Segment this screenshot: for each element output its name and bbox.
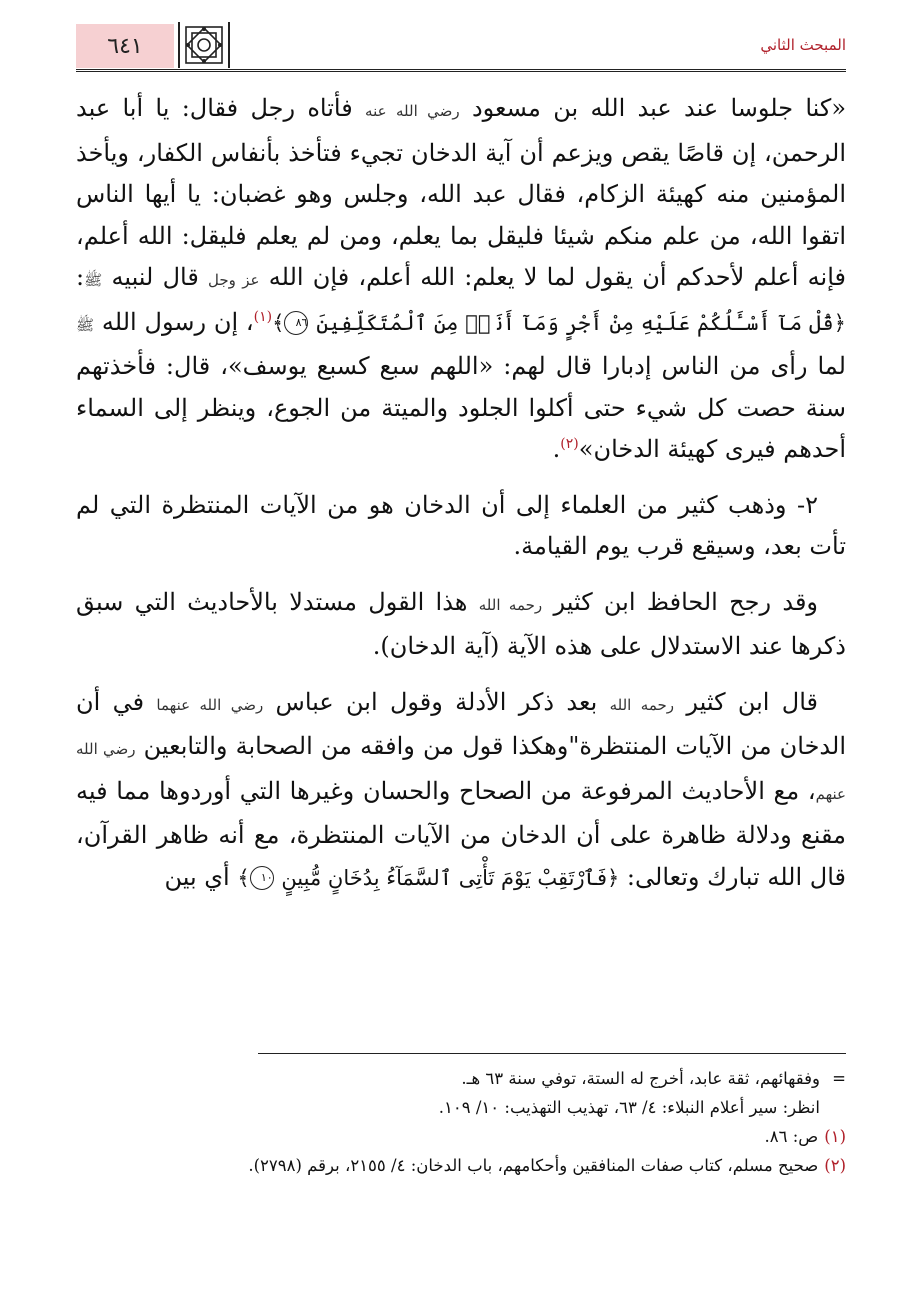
paragraph-ibn-kathir bbox=[76, 582, 846, 668]
continuation-marker: = bbox=[832, 1069, 846, 1088]
honorific: رضي الله عنهما bbox=[156, 695, 264, 714]
header-rule bbox=[76, 69, 846, 72]
honorific: رضي الله عنهم bbox=[76, 740, 846, 803]
page-number-text: ٦٤١ bbox=[107, 33, 143, 59]
paragraph-opinion: ٢- وذهب كثير من العلماء إلى أن الدخان هو من الآيات المنتظرة التي لم تأت بعد، وسيقع قرب يوم القيامة. bbox=[76, 490, 846, 560]
text-run: ، مع الأحاديث المرفوعة من الصحاح والحسان وغيرها التي أوردوها مما فيه مقنع ودلالة ظاهرة على أن الدخان من الآيات المنتظرة، مع أنه ظاهر القرآن، قال الله تبارك وتعالى: bbox=[76, 776, 846, 891]
honorific: ﷺ bbox=[84, 271, 103, 289]
page-number bbox=[76, 24, 174, 68]
text-run: : bbox=[76, 263, 85, 291]
footnote-2 bbox=[76, 1151, 846, 1180]
honorific: عز وجل bbox=[208, 271, 260, 289]
honorific: رحمه الله bbox=[478, 595, 543, 614]
main-text bbox=[76, 88, 846, 913]
text-run: وقد رجح الحافظ ابن كثير bbox=[553, 587, 819, 616]
footnote-reference-line: انظر: سير أعلام النبلاء: ٤/ ٦٣، تهذيب التهذيب: ١٠/ ١٠٩. bbox=[438, 1098, 820, 1117]
footnote-text: صحيح مسلم، كتاب صفات المنافقين وأحكامهم، باب الدخان: ٤/ ٢١٥٥، برقم (٢٧٩٨). bbox=[248, 1156, 819, 1175]
text-run: فأتاه رجل فقال: يا أبا عبد الرحمن، إن قاصًا يقص ويزعم أن آية الدخان تجيء فتأخذ بأنفاس الكفار، ويأخذ المؤمنين منه كهيئة الزكام، فقال عبد الله، وجلس وهو غضبان: يا أيها الناس اتقوا الله، من علم منكم شيئا فليقل بما يعلم، ومن لم يعلم فليقل: الله أعلم، فإنه أعلم لأحدكم أن يقول لما لا يعلم: الله أعلم، فإن الله bbox=[76, 94, 846, 291]
quran-verse: ﴿فَٱرْتَقِبْ يَوْمَ تَأْتِى ٱلسَّمَآءُ بِدُخَانٍ مُّبِينٍ bbox=[281, 865, 620, 890]
footnote-text: ص: ٨٦. bbox=[764, 1127, 819, 1146]
text-run: ، إن رسول الله bbox=[101, 307, 254, 336]
footnote-number: (١) bbox=[824, 1127, 846, 1146]
text-run: في أن الدخان من الآيات المنتظرة"وهكذا قول من وافقه من الصحابة والتابعين bbox=[76, 687, 847, 760]
page-header bbox=[76, 20, 846, 72]
footnote-text: وفقهائهم، ثقة عابد، أخرج له الستة، توفي سنة ٦٣ هـ. bbox=[461, 1069, 820, 1088]
footnote-ref[interactable]: (٢) bbox=[560, 436, 579, 452]
text-run: أي بين bbox=[164, 862, 230, 891]
quran-verse: ﴿قُلْ مَآ أَسْـَٔلُكُمْ عَلَيْهِ مِنْ أَجْرٍ وَمَآ أَنَا۠ مِنَ ٱلْمُتَكَلِّفِينَ bbox=[316, 310, 846, 335]
ayah-number: ٨٦ bbox=[284, 311, 308, 335]
text-run: . bbox=[552, 435, 561, 463]
honorific: رحمه الله bbox=[609, 695, 675, 714]
text-run: قال ابن كثير bbox=[686, 687, 818, 716]
honorific: رضي الله عنه bbox=[365, 102, 460, 120]
text-run: هذا القول مستدلا بالأحاديث التي سبق ذكرها عند الاستدلال على هذه الآية (آية الدخان). bbox=[76, 587, 846, 660]
footnote-1 bbox=[76, 1122, 846, 1151]
section-title: المبحث الثاني bbox=[760, 36, 846, 54]
quran-bracket: ﴾ bbox=[237, 865, 250, 890]
honorific: ﷺ bbox=[76, 315, 95, 334]
paragraph-hadith bbox=[76, 88, 846, 471]
text-run: لما رأى من الناس إدبارا قال لهم: «اللهم سبع كسبع يوسف»، قال: فأخذتهم سنة حصت كل شيء حتى أكلوا الجلود والميتة من الجوع، وينظر إلى السماء أحدهم فيرى كهيئة الدخان» bbox=[76, 352, 846, 463]
paragraph-quote bbox=[76, 682, 846, 900]
footnotes bbox=[76, 1064, 846, 1180]
text-run: «كنا جلوسا عند عبد الله بن مسعود bbox=[471, 94, 847, 122]
ayah-number: ١٠ bbox=[250, 866, 274, 890]
quran-bracket: ﴾ bbox=[272, 310, 285, 335]
text-run: بعد ذكر الأدلة وقول ابن عباس bbox=[275, 687, 598, 716]
footnote-ref[interactable]: (١) bbox=[253, 308, 273, 325]
footnote-separator bbox=[258, 1053, 846, 1054]
star-ornament-icon bbox=[178, 22, 230, 68]
text-run: قال لنبيه bbox=[111, 263, 199, 291]
footnote-continuation bbox=[76, 1064, 846, 1093]
footnote-number: (٢) bbox=[824, 1156, 846, 1175]
